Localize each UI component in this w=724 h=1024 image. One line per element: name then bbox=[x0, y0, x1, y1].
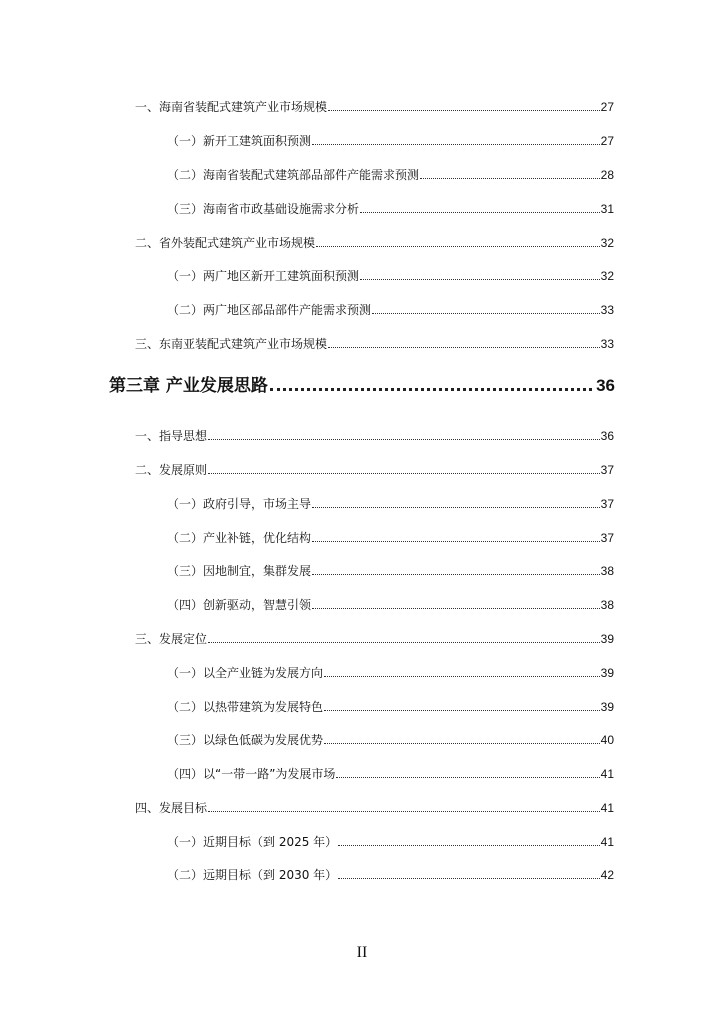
toc-entry[interactable] bbox=[167, 699, 614, 715]
toc-entry-title: 一、指导思想 bbox=[135, 429, 208, 443]
toc-entry[interactable] bbox=[135, 462, 614, 478]
toc-entry[interactable] bbox=[135, 235, 614, 251]
dot-leader bbox=[336, 776, 599, 778]
dot-leader bbox=[360, 211, 600, 213]
toc-entry-title: （四）以“一带一路”为发展市场 bbox=[167, 767, 336, 781]
toc-chapter-heading[interactable] bbox=[109, 375, 615, 397]
toc-entry[interactable] bbox=[167, 597, 614, 613]
dot-leader bbox=[420, 177, 600, 179]
toc-entry-title: 二、省外装配式建筑产业市场规模 bbox=[135, 236, 316, 250]
toc-entry-page: 37 bbox=[600, 531, 614, 545]
dot-leader bbox=[324, 675, 600, 677]
toc-entry-title: （一）政府引导，市场主导 bbox=[167, 497, 312, 511]
toc-entry[interactable] bbox=[167, 665, 614, 681]
page-number: II bbox=[356, 944, 368, 961]
toc-entry[interactable] bbox=[167, 867, 614, 883]
toc-entry-title: （三）海南省市政基础设施需求分析 bbox=[167, 202, 360, 216]
toc-entry-title: （三）以绿色低碳为发展优势 bbox=[167, 733, 324, 747]
dot-leader bbox=[328, 109, 600, 111]
toc-entry-page: 32 bbox=[600, 269, 614, 283]
toc-entry-title: （二）以热带建筑为发展特色 bbox=[167, 700, 324, 714]
toc-entry-page: 39 bbox=[600, 632, 614, 646]
dot-leader bbox=[360, 278, 600, 280]
toc-entry-page: 40 bbox=[600, 733, 614, 747]
dot-leader bbox=[312, 607, 600, 609]
toc-entry-title: （二）海南省装配式建筑部品部件产能需求预测 bbox=[167, 168, 420, 182]
toc-entry[interactable] bbox=[167, 834, 614, 850]
toc-entry-title: （二）两广地区部品部件产能需求预测 bbox=[167, 303, 372, 317]
toc-entry-page: 27 bbox=[600, 134, 614, 148]
toc-entry-page: 33 bbox=[600, 337, 614, 351]
toc-entry-page: 37 bbox=[600, 463, 614, 477]
dot-leader bbox=[338, 877, 599, 879]
toc-entry[interactable] bbox=[167, 530, 614, 546]
dot-leader bbox=[208, 810, 600, 812]
toc-entry-title: （一）新开工建筑面积预测 bbox=[167, 134, 312, 148]
toc-entry[interactable] bbox=[135, 428, 614, 444]
toc-entry-page: 32 bbox=[600, 236, 614, 250]
toc-entry-title: 四、发展目标 bbox=[135, 801, 208, 815]
toc-entry-title: （二）远期目标（到 2030 年） bbox=[167, 868, 338, 882]
toc-entry-page: 41 bbox=[600, 801, 614, 815]
dot-leader bbox=[270, 387, 592, 391]
dot-leader bbox=[312, 573, 600, 575]
dot-leader bbox=[312, 506, 600, 508]
toc-entry-page: 42 bbox=[600, 868, 614, 882]
dot-leader bbox=[324, 709, 600, 711]
dot-leader bbox=[208, 472, 600, 474]
toc-entry-page: 27 bbox=[600, 100, 614, 114]
toc-entry-title: 二、发展原则 bbox=[135, 463, 208, 477]
dot-leader bbox=[208, 438, 600, 440]
toc-entry-page: 39 bbox=[600, 700, 614, 714]
toc-entry[interactable] bbox=[167, 201, 614, 217]
toc-entry[interactable] bbox=[167, 563, 614, 579]
toc-entry-title: （三）因地制宜，集群发展 bbox=[167, 564, 312, 578]
toc-entry-page: 33 bbox=[600, 303, 614, 317]
toc-entry[interactable] bbox=[167, 732, 614, 748]
toc-entry-page: 38 bbox=[600, 598, 614, 612]
dot-leader bbox=[208, 641, 600, 643]
toc-entry-title: 三、发展定位 bbox=[135, 632, 208, 646]
toc-entry[interactable] bbox=[167, 302, 614, 318]
toc-entry-title: （一）近期目标（到 2025 年） bbox=[167, 835, 338, 849]
toc-entry[interactable] bbox=[135, 336, 614, 352]
toc-entry[interactable] bbox=[167, 133, 614, 149]
toc-entry-title: （一）两广地区新开工建筑面积预测 bbox=[167, 269, 360, 283]
toc-entry-page: 37 bbox=[600, 497, 614, 511]
toc-entry-page: 39 bbox=[600, 666, 614, 680]
chapter-title: 第三章 产业发展思路 bbox=[109, 376, 268, 396]
toc-entry-title: （四）创新驱动，智慧引领 bbox=[167, 598, 312, 612]
toc-entry[interactable] bbox=[167, 167, 614, 183]
toc-entry-page: 41 bbox=[600, 835, 614, 849]
dot-leader bbox=[328, 346, 600, 348]
dot-leader bbox=[316, 245, 600, 247]
toc-entry-page: 41 bbox=[600, 767, 614, 781]
toc-entry-title: （一）以全产业链为发展方向 bbox=[167, 666, 324, 680]
toc-entry[interactable] bbox=[135, 631, 614, 647]
toc-entry-page: 38 bbox=[600, 564, 614, 578]
toc-entry-page: 28 bbox=[600, 168, 614, 182]
toc-entry-page: 31 bbox=[600, 202, 614, 216]
dot-leader bbox=[372, 312, 600, 314]
toc-entry-title: （二）产业补链，优化结构 bbox=[167, 531, 312, 545]
dot-leader bbox=[312, 540, 600, 542]
dot-leader bbox=[324, 742, 600, 744]
dot-leader bbox=[312, 143, 600, 145]
toc-entry-title: 一、海南省装配式建筑产业市场规模 bbox=[135, 100, 328, 114]
dot-leader bbox=[338, 844, 599, 846]
toc-entry[interactable] bbox=[135, 800, 614, 816]
toc-entry[interactable] bbox=[167, 268, 614, 284]
toc-entry[interactable] bbox=[167, 496, 614, 512]
toc-entry[interactable] bbox=[135, 99, 614, 115]
chapter-page: 36 bbox=[596, 376, 615, 395]
toc-entry-page: 36 bbox=[600, 429, 614, 443]
toc-entry[interactable] bbox=[167, 766, 614, 782]
toc-entry-title: 三、东南亚装配式建筑产业市场规模 bbox=[135, 337, 328, 351]
